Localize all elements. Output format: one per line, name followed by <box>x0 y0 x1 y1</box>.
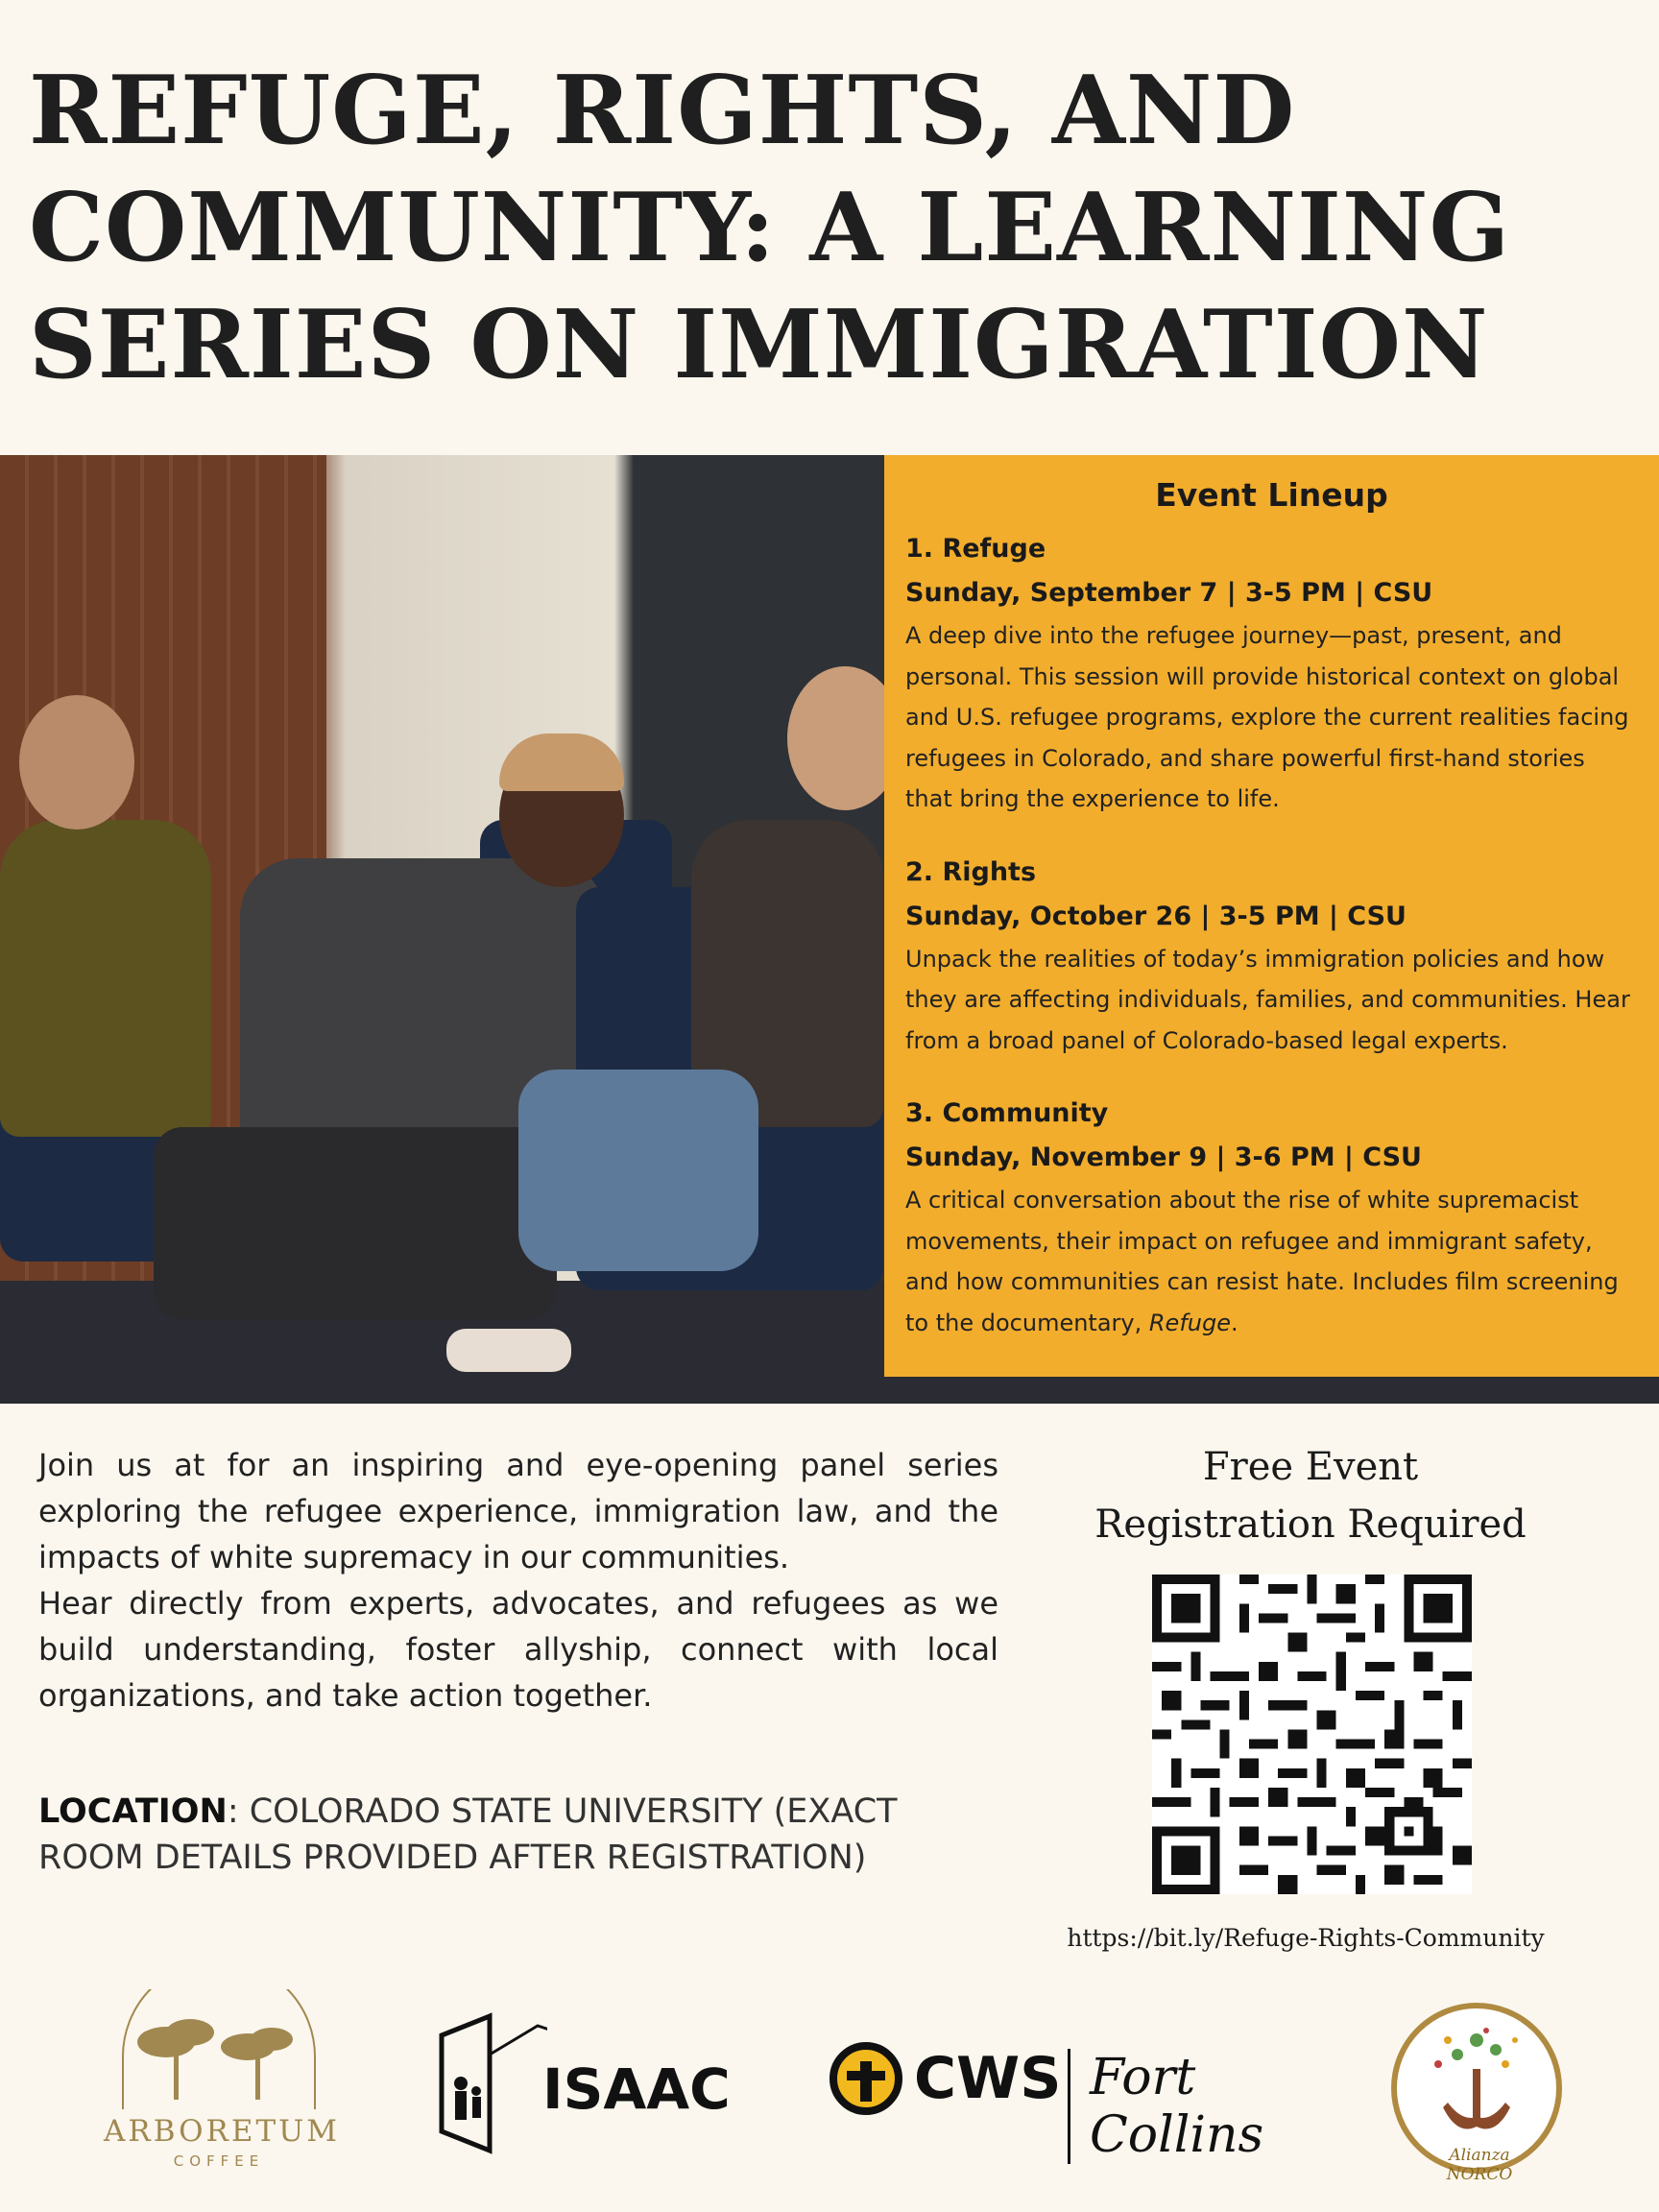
registration-heading <box>1056 1438 1565 1553</box>
lineup-heading: Event Lineup <box>1155 476 1388 514</box>
event-datetime: Sunday, September 7 | 3-5 PM | CSU <box>905 578 1433 608</box>
location-info <box>38 1789 902 1881</box>
panelist-3-jeans <box>518 1070 758 1271</box>
qr-code[interactable] <box>1152 1575 1472 1894</box>
intro-paragraph-1: Join us at for an inspiring and eye-opening panel series exploring the refugee experience, immigration law, and the impacts of white supremacy in our communities. <box>38 1447 998 1575</box>
trees-icon <box>104 1989 334 2114</box>
event-rights <box>905 851 1638 1062</box>
title-line-3: SERIES ON IMMIGRATION <box>29 290 1489 400</box>
isaac-name: ISAAC <box>542 2056 731 2122</box>
event-name: 3. Community <box>905 1098 1109 1128</box>
panelist-1-head <box>19 695 134 830</box>
location-label: LOCATION <box>38 1792 228 1831</box>
intro-text <box>38 1442 998 1719</box>
door-family-icon <box>432 2007 547 2170</box>
arboretum-coffee-logo <box>104 1989 341 2172</box>
title-line-1: REFUGE, RIGHTS, AND <box>29 56 1296 166</box>
title-line-2: COMMUNITY: A LEARNING <box>29 173 1511 283</box>
event-lineup-panel <box>884 455 1659 1377</box>
cws-logo <box>828 2035 1288 2164</box>
panelist-1 <box>0 820 211 1137</box>
norco-name: Alianza NORCO <box>1446 2146 1513 2184</box>
event-description: A deep dive into the refugee journey—past, present, and personal. This session will provide historical context on global and U.S. refugee programs, explore the current realities facing refugees in Colorado, and share powerful first-hand stories that bring the experience to life. <box>905 622 1629 812</box>
cws-city: Fort Collins <box>1068 2049 1288 2164</box>
registration-required-label: Registration Required <box>1094 1503 1527 1547</box>
event-name: 2. Rights <box>905 856 1037 887</box>
isaac-logo <box>432 2007 731 2170</box>
alianza-norco-logo <box>1390 2002 1563 2184</box>
event-title <box>29 53 1623 404</box>
panelist-2-legs <box>154 1127 557 1319</box>
event-description-end: . <box>1230 1309 1238 1336</box>
event-description-text: A critical conversation about the rise of white supremacist movements, their impact on refugee and immigrant safety, and how communities can resist hate. Includes film screening to the documentary, <box>905 1187 1619 1336</box>
event-description: Unpack the realities of today’s immigration policies and how they are affecting individuals, families, and communities. Hear from a broad panel of Colorado-based legal experts. <box>905 945 1630 1054</box>
sneaker <box>446 1329 571 1372</box>
event-datetime: Sunday, November 9 | 3-6 PM | CSU <box>905 1142 1422 1172</box>
cap <box>499 733 624 791</box>
intro-paragraph-2: Hear directly from experts, advocates, and refugees as we build understanding, foster allyship, connect with local organizations, and take action together. <box>38 1585 998 1714</box>
arboretum-name: ARBORETUM <box>104 2114 341 2149</box>
event-datetime: Sunday, October 26 | 3-5 PM | CSU <box>905 901 1407 931</box>
event-refuge <box>905 527 1638 820</box>
registration-url[interactable]: https://bit.ly/Refuge-Rights-Community <box>1067 1924 1545 1952</box>
event-name: 1. Refuge <box>905 534 1046 564</box>
event-description <box>905 1180 1638 1343</box>
cws-name: CWS <box>914 2045 1062 2112</box>
location-text: : COLORADO STATE UNIVERSITY (EXACT ROOM DETAILS PROVIDED AFTER REGISTRATION) <box>38 1792 898 1877</box>
arboretum-sub: COFFEE <box>173 2152 265 2170</box>
free-event-label: Free Event <box>1202 1445 1419 1489</box>
film-title: Refuge <box>1148 1309 1231 1336</box>
event-community <box>905 1092 1638 1343</box>
cws-emblem-icon <box>828 2040 904 2117</box>
